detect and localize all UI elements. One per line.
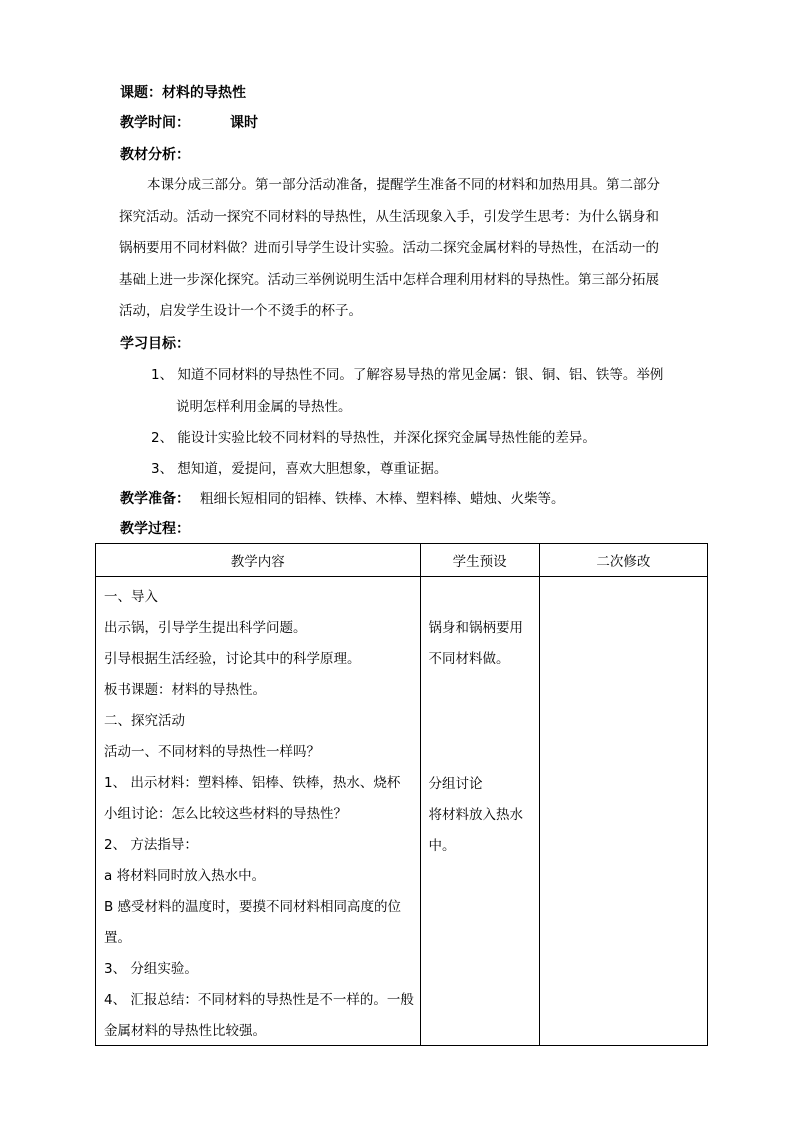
student-prediction-cell: [420, 577, 539, 1046]
content-line: 出示锅，引导学生提出科学问题。: [104, 620, 307, 636]
table-row: [96, 577, 708, 1046]
analysis-line: 本课分成三部分。第一部分活动准备，提醒学生准备不同的材料和加热用具。第二部分: [147, 177, 660, 193]
teaching-content-body: [96, 577, 420, 1045]
revision-body: [540, 577, 707, 1045]
goal-item-3: 3、 想知道，爱提问，喜欢大胆想象，尊重证据。: [151, 461, 448, 477]
preparation-row: [120, 487, 565, 508]
content-line: 引导根据生活经验，讨论其中的科学原理。: [104, 651, 361, 667]
content-line: 板书课题：材料的导热性。: [104, 682, 266, 698]
lesson-process-table: [95, 543, 708, 1046]
header-teaching-content: 教学内容: [96, 544, 421, 577]
prediction-line: 锅身和锅柄要用: [428, 620, 524, 636]
content-line: 3、 分组实验。: [104, 961, 198, 977]
content-line: 4、 汇报总结：不同材料的导热性是不一样的。一般: [104, 992, 414, 1008]
content-line: 置。: [104, 930, 131, 946]
teaching-time-unit: 课时: [230, 115, 258, 131]
content-line: 金属材料的导热性比较强。: [104, 1023, 266, 1039]
goal-item-1-continued: 说明怎样利用金属的导热性。: [176, 399, 352, 415]
prediction-line: 中。: [428, 838, 456, 854]
analysis-paragraph: [119, 170, 679, 328]
content-line: 活动一、不同材料的导热性一样吗？: [104, 744, 320, 760]
prediction-line: 不同材料做。: [428, 651, 510, 667]
content-line: a 将材料同时放入热水中。: [104, 868, 266, 884]
content-line: 2、 方法指导：: [104, 837, 198, 853]
prediction-line: 分组讨论: [428, 776, 483, 792]
content-line: 一、导入: [104, 589, 158, 605]
teaching-time-row: [120, 112, 258, 132]
analysis-line: 基础上进一步深化探究。活动三举例说明生活中怎样合理利用材料的导热性。第三部分拓展: [119, 271, 659, 288]
teaching-time-label: 教学时间：: [120, 115, 190, 131]
content-line: 二、探究活动: [104, 713, 185, 729]
analysis-line: 锅柄要用不同材料做？进而引导学生设计实验。活动二探究金属材料的导热性，在活动一的: [119, 240, 659, 256]
table-header-row: [96, 544, 708, 577]
lesson-title: 课题：材料的导热性: [120, 85, 246, 101]
analysis-line: 活动，启发学生设计一个不烫手的杯子。: [119, 303, 362, 319]
content-line: 1、 出示材料：塑料棒、铝棒、铁棒，热水、烧杯: [104, 775, 401, 791]
student-prediction-body: [421, 577, 539, 1045]
goal-item-1: 1、 知道不同材料的导热性不同。了解容易导热的常见金属：银、铜、铝、铁等。举例: [151, 367, 664, 383]
prediction-line: 将材料放入热水: [428, 807, 524, 823]
process-heading: 教学过程：: [120, 521, 190, 537]
analysis-line: 探究活动。活动一探究不同材料的导热性，从生活现象入手，引发学生思考：为什么锅身和: [119, 208, 659, 225]
preparation-label: 教学准备：: [120, 491, 190, 507]
header-student-prediction: 学生预设: [420, 544, 539, 577]
header-revision: 二次修改: [539, 544, 707, 577]
teaching-content-cell: [96, 577, 421, 1046]
preparation-text: 粗细长短相同的铝棒、铁棒、木棒、塑料棒、蜡烛、火柴等。: [200, 491, 565, 507]
goals-heading: 学习目标：: [120, 336, 190, 352]
content-line: 小组讨论：怎么比较这些材料的导热性？: [104, 806, 347, 822]
revision-cell: [539, 577, 707, 1046]
goal-item-2: 2、 能设计实验比较不同材料的导热性，并深化探究金属导热性能的差异。: [151, 430, 596, 446]
analysis-heading: 教材分析：: [120, 147, 190, 163]
content-line: B 感受材料的温度时，要摸不同材料相同高度的位: [104, 899, 402, 915]
